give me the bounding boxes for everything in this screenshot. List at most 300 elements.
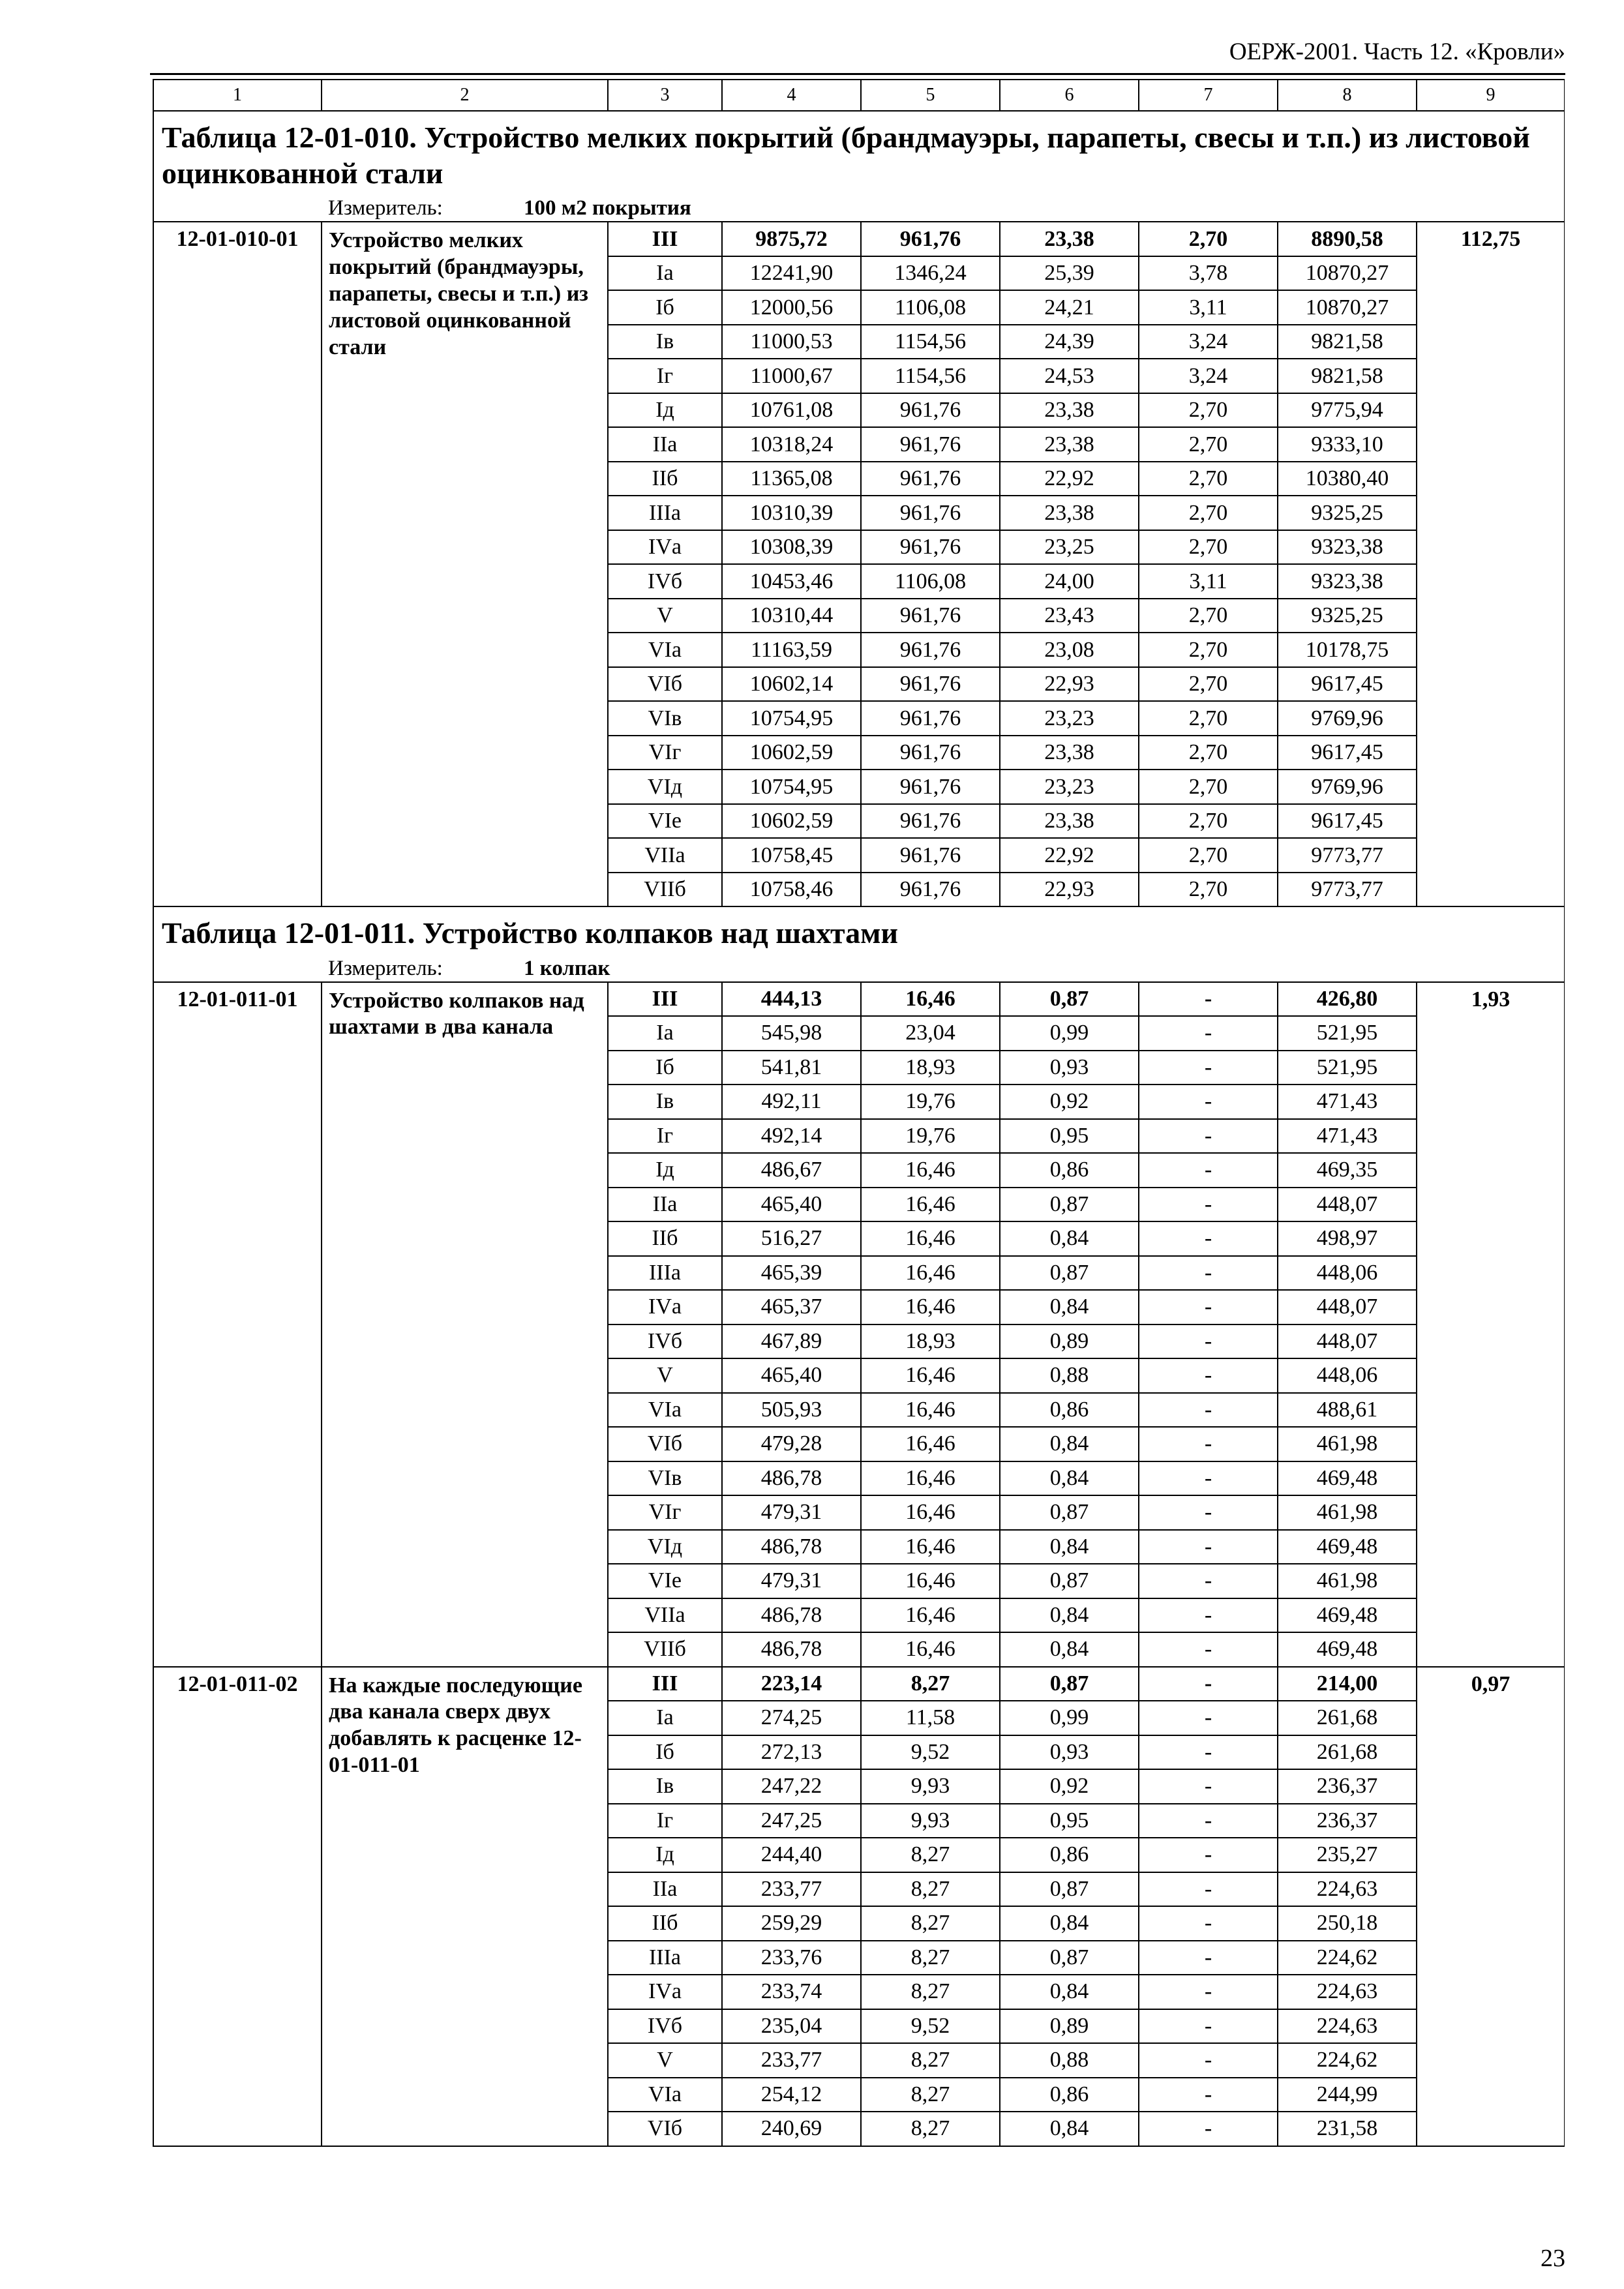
value-cell: 479,31 bbox=[722, 1495, 861, 1530]
value-cell: 9,93 bbox=[861, 1769, 1000, 1804]
value-cell: 2,70 bbox=[1139, 633, 1278, 667]
value-cell: 486,78 bbox=[722, 1461, 861, 1496]
value-cell: 0,87 bbox=[1000, 1256, 1139, 1291]
measure-value: 100 м2 покрытия bbox=[524, 196, 691, 220]
value-cell: 12000,56 bbox=[722, 290, 861, 325]
measure-line bbox=[162, 955, 1557, 981]
value-cell: 224,63 bbox=[1278, 1975, 1417, 2009]
value-cell: 0,93 bbox=[1000, 1051, 1139, 1085]
zone-cell: IIа bbox=[608, 1872, 722, 1907]
value-cell: 23,23 bbox=[1000, 701, 1139, 736]
zone-cell: IVа bbox=[608, 530, 722, 565]
value-cell: 10870,27 bbox=[1278, 290, 1417, 325]
value-cell: - bbox=[1139, 1221, 1278, 1256]
value-cell: 467,89 bbox=[722, 1324, 861, 1359]
page-number: 23 bbox=[1541, 2245, 1565, 2272]
value-cell: 0,87 bbox=[1000, 982, 1139, 1017]
zone-cell: IIб bbox=[608, 1906, 722, 1941]
labor-cost: 0,97 bbox=[1417, 1667, 1565, 2146]
value-cell: 0,95 bbox=[1000, 1804, 1139, 1838]
value-cell: - bbox=[1139, 1358, 1278, 1393]
value-cell: 961,76 bbox=[861, 838, 1000, 873]
column-number: 9 bbox=[1417, 80, 1565, 111]
value-cell: 0,84 bbox=[1000, 1632, 1139, 1667]
value-cell: 16,46 bbox=[861, 1221, 1000, 1256]
value-cell: 8,27 bbox=[861, 1838, 1000, 1872]
value-cell: 16,46 bbox=[861, 1290, 1000, 1324]
column-number: 5 bbox=[861, 80, 1000, 111]
value-cell: 0,84 bbox=[1000, 1290, 1139, 1324]
table-title: Таблица 12-01-010. Устройство мелких покрытий (брандмауэры, парапеты, свесы и т.п.) из листовой оцинкованной стали bbox=[162, 121, 1530, 190]
value-cell: 9,93 bbox=[861, 1804, 1000, 1838]
value-cell: 272,13 bbox=[722, 1735, 861, 1770]
value-cell: 521,95 bbox=[1278, 1051, 1417, 1085]
value-cell: - bbox=[1139, 1769, 1278, 1804]
value-cell: 486,78 bbox=[722, 1632, 861, 1667]
value-cell: - bbox=[1139, 1941, 1278, 1975]
value-cell: 11000,67 bbox=[722, 359, 861, 393]
value-cell: 2,70 bbox=[1139, 873, 1278, 907]
value-cell: 3,11 bbox=[1139, 564, 1278, 599]
value-cell: 961,76 bbox=[861, 462, 1000, 496]
value-cell: 0,87 bbox=[1000, 1188, 1139, 1222]
zone-cell: III bbox=[608, 222, 722, 256]
value-cell: 9323,38 bbox=[1278, 564, 1417, 599]
rate-description: Устройство колпаков над шахтами в два канала bbox=[322, 982, 608, 1667]
zone-cell: VIе bbox=[608, 1564, 722, 1598]
value-cell: 16,46 bbox=[861, 1632, 1000, 1667]
value-cell: 479,28 bbox=[722, 1427, 861, 1461]
value-cell: - bbox=[1139, 1256, 1278, 1291]
value-cell: 9875,72 bbox=[722, 222, 861, 256]
zone-cell: VIд bbox=[608, 1530, 722, 1564]
value-cell: 465,40 bbox=[722, 1358, 861, 1393]
value-cell: 12241,90 bbox=[722, 256, 861, 291]
value-cell: 9333,10 bbox=[1278, 427, 1417, 462]
column-number: 2 bbox=[322, 80, 608, 111]
value-cell: 25,39 bbox=[1000, 256, 1139, 291]
rate-description: На каждые последующие два канала сверх двух добавлять к расценке 12-01-011-01 bbox=[322, 1667, 608, 2146]
column-number: 8 bbox=[1278, 80, 1417, 111]
value-cell: 9769,96 bbox=[1278, 701, 1417, 736]
value-cell: 233,74 bbox=[722, 1975, 861, 2009]
value-cell: 426,80 bbox=[1278, 982, 1417, 1017]
value-cell: 16,46 bbox=[861, 1427, 1000, 1461]
value-cell: 23,38 bbox=[1000, 736, 1139, 770]
value-cell: 9325,25 bbox=[1278, 599, 1417, 633]
table-title-cell bbox=[153, 906, 1565, 981]
value-cell: 223,14 bbox=[722, 1667, 861, 1701]
value-cell: 224,63 bbox=[1278, 1872, 1417, 1907]
value-cell: 261,68 bbox=[1278, 1701, 1417, 1735]
value-cell: - bbox=[1139, 1153, 1278, 1188]
value-cell: 2,70 bbox=[1139, 496, 1278, 530]
value-cell: - bbox=[1139, 2078, 1278, 2112]
value-cell: 961,76 bbox=[861, 633, 1000, 667]
value-cell: - bbox=[1139, 1324, 1278, 1359]
value-cell: 8,27 bbox=[861, 2043, 1000, 2078]
value-cell: 23,25 bbox=[1000, 530, 1139, 565]
value-cell: - bbox=[1139, 1735, 1278, 1770]
value-cell: 9821,58 bbox=[1278, 359, 1417, 393]
value-cell: 471,43 bbox=[1278, 1119, 1417, 1154]
value-cell: 469,48 bbox=[1278, 1461, 1417, 1496]
value-cell: 961,76 bbox=[861, 222, 1000, 256]
value-cell: 3,24 bbox=[1139, 359, 1278, 393]
labor-cost: 1,93 bbox=[1417, 982, 1565, 1667]
zone-cell: VIе bbox=[608, 804, 722, 839]
zone-cell: Iг bbox=[608, 359, 722, 393]
value-cell: - bbox=[1139, 1427, 1278, 1461]
value-cell: 16,46 bbox=[861, 1256, 1000, 1291]
value-cell: 2,70 bbox=[1139, 393, 1278, 428]
value-cell: - bbox=[1139, 1119, 1278, 1154]
value-cell: 16,46 bbox=[861, 1598, 1000, 1633]
value-cell: 465,40 bbox=[722, 1188, 861, 1222]
value-cell: 0,89 bbox=[1000, 2009, 1139, 2044]
value-cell: 274,25 bbox=[722, 1701, 861, 1735]
value-cell: 961,76 bbox=[861, 770, 1000, 804]
value-cell: 486,78 bbox=[722, 1598, 861, 1633]
value-cell: 0,88 bbox=[1000, 1358, 1139, 1393]
value-cell: 10178,75 bbox=[1278, 633, 1417, 667]
value-cell: 3,11 bbox=[1139, 290, 1278, 325]
zone-cell: Iб bbox=[608, 290, 722, 325]
value-cell: 23,38 bbox=[1000, 804, 1139, 839]
value-cell: 469,48 bbox=[1278, 1632, 1417, 1667]
value-cell: 18,93 bbox=[861, 1051, 1000, 1085]
zone-cell: VIг bbox=[608, 736, 722, 770]
value-cell: 23,38 bbox=[1000, 496, 1139, 530]
value-cell: 16,46 bbox=[861, 1461, 1000, 1496]
value-cell: 469,48 bbox=[1278, 1598, 1417, 1633]
value-cell: 224,63 bbox=[1278, 2009, 1417, 2044]
value-cell: - bbox=[1139, 1051, 1278, 1085]
value-cell: 23,23 bbox=[1000, 770, 1139, 804]
value-cell: 261,68 bbox=[1278, 1735, 1417, 1770]
value-cell: 2,70 bbox=[1139, 222, 1278, 256]
zone-cell: III bbox=[608, 1667, 722, 1701]
value-cell: 961,76 bbox=[861, 599, 1000, 633]
value-cell: 461,98 bbox=[1278, 1427, 1417, 1461]
value-cell: 9617,45 bbox=[1278, 804, 1417, 839]
value-cell: 492,11 bbox=[722, 1085, 861, 1119]
value-cell: 1154,56 bbox=[861, 325, 1000, 359]
table-row bbox=[153, 982, 1565, 1017]
zone-cell: IVа bbox=[608, 1290, 722, 1324]
value-cell: 2,70 bbox=[1139, 770, 1278, 804]
value-cell: 961,76 bbox=[861, 873, 1000, 907]
value-cell: 2,70 bbox=[1139, 427, 1278, 462]
value-cell: 22,93 bbox=[1000, 873, 1139, 907]
value-cell: 9,52 bbox=[861, 1735, 1000, 1770]
value-cell: 461,98 bbox=[1278, 1564, 1417, 1598]
value-cell: - bbox=[1139, 1085, 1278, 1119]
value-cell: 479,31 bbox=[722, 1564, 861, 1598]
rate-description: Устройство мелких покрытий (брандмауэры, парапеты, свесы и т.п.) из листовой оцинкованной стали bbox=[322, 222, 608, 906]
value-cell: 9325,25 bbox=[1278, 496, 1417, 530]
zone-cell: Iа bbox=[608, 1701, 722, 1735]
value-cell: 505,93 bbox=[722, 1393, 861, 1428]
value-cell: - bbox=[1139, 1632, 1278, 1667]
value-cell: 961,76 bbox=[861, 530, 1000, 565]
zone-cell: IVб bbox=[608, 564, 722, 599]
value-cell: 0,92 bbox=[1000, 1085, 1139, 1119]
value-cell: 0,84 bbox=[1000, 1906, 1139, 1941]
value-cell: 2,70 bbox=[1139, 599, 1278, 633]
value-cell: 521,95 bbox=[1278, 1016, 1417, 1051]
value-cell: 247,22 bbox=[722, 1769, 861, 1804]
value-cell: 8,27 bbox=[861, 1941, 1000, 1975]
value-cell: 259,29 bbox=[722, 1906, 861, 1941]
value-cell: 233,76 bbox=[722, 1941, 861, 1975]
value-cell: 0,99 bbox=[1000, 1701, 1139, 1735]
value-cell: 8,27 bbox=[861, 1906, 1000, 1941]
value-cell: 492,14 bbox=[722, 1119, 861, 1154]
value-cell: 961,76 bbox=[861, 736, 1000, 770]
zone-cell: V bbox=[608, 2043, 722, 2078]
zone-cell: VIIа bbox=[608, 838, 722, 873]
value-cell: 236,37 bbox=[1278, 1804, 1417, 1838]
zone-cell: IIа bbox=[608, 427, 722, 462]
value-cell: 18,93 bbox=[861, 1324, 1000, 1359]
zone-cell: VIг bbox=[608, 1495, 722, 1530]
value-cell: 236,37 bbox=[1278, 1769, 1417, 1804]
value-cell: 11000,53 bbox=[722, 325, 861, 359]
value-cell: 250,18 bbox=[1278, 1906, 1417, 1941]
zone-cell: Iг bbox=[608, 1119, 722, 1154]
value-cell: 10761,08 bbox=[722, 393, 861, 428]
column-number: 1 bbox=[153, 80, 322, 111]
value-cell: 23,38 bbox=[1000, 393, 1139, 428]
value-cell: 0,84 bbox=[1000, 1461, 1139, 1496]
zone-cell: Iа bbox=[608, 256, 722, 291]
value-cell: 1154,56 bbox=[861, 359, 1000, 393]
table-title-row bbox=[153, 111, 1565, 222]
value-cell: 448,06 bbox=[1278, 1256, 1417, 1291]
value-cell: 0,93 bbox=[1000, 1735, 1139, 1770]
value-cell: 0,88 bbox=[1000, 2043, 1139, 2078]
value-cell: 2,70 bbox=[1139, 530, 1278, 565]
value-cell: 498,97 bbox=[1278, 1221, 1417, 1256]
measure-label: Измеритель: bbox=[328, 956, 443, 980]
value-cell: 3,24 bbox=[1139, 325, 1278, 359]
value-cell: 16,46 bbox=[861, 1153, 1000, 1188]
zone-cell: IVб bbox=[608, 2009, 722, 2044]
value-cell: 244,99 bbox=[1278, 2078, 1417, 2112]
zone-cell: VIв bbox=[608, 701, 722, 736]
value-cell: 0,84 bbox=[1000, 1221, 1139, 1256]
value-cell: 16,46 bbox=[861, 1564, 1000, 1598]
value-cell: - bbox=[1139, 1530, 1278, 1564]
value-cell: 448,06 bbox=[1278, 1358, 1417, 1393]
zone-cell: VIа bbox=[608, 1393, 722, 1428]
value-cell: 8890,58 bbox=[1278, 222, 1417, 256]
value-cell: 244,40 bbox=[722, 1838, 861, 1872]
zone-cell: VIв bbox=[608, 1461, 722, 1496]
measure-label: Измеритель: bbox=[328, 196, 443, 220]
value-cell: 231,58 bbox=[1278, 2112, 1417, 2146]
value-cell: 9617,45 bbox=[1278, 736, 1417, 770]
rate-code: 12-01-010-01 bbox=[153, 222, 322, 906]
table-row bbox=[153, 222, 1565, 256]
value-cell: - bbox=[1139, 1975, 1278, 2009]
value-cell: 448,07 bbox=[1278, 1188, 1417, 1222]
value-cell: - bbox=[1139, 2112, 1278, 2146]
value-cell: 8,27 bbox=[861, 2078, 1000, 2112]
value-cell: 0,95 bbox=[1000, 1119, 1139, 1154]
zone-cell: VIа bbox=[608, 633, 722, 667]
value-cell: 2,70 bbox=[1139, 838, 1278, 873]
value-cell: 10308,39 bbox=[722, 530, 861, 565]
zone-cell: Iв bbox=[608, 1769, 722, 1804]
zone-cell: IIIа bbox=[608, 1941, 722, 1975]
value-cell: 0,87 bbox=[1000, 1564, 1139, 1598]
value-cell: 2,70 bbox=[1139, 804, 1278, 839]
column-number: 4 bbox=[722, 80, 861, 111]
value-cell: 10310,39 bbox=[722, 496, 861, 530]
value-cell: 9323,38 bbox=[1278, 530, 1417, 565]
value-cell: 2,70 bbox=[1139, 462, 1278, 496]
value-cell: 961,76 bbox=[861, 804, 1000, 839]
zone-cell: IIб bbox=[608, 1221, 722, 1256]
value-cell: 0,84 bbox=[1000, 1598, 1139, 1633]
value-cell: 545,98 bbox=[722, 1016, 861, 1051]
value-cell: 0,86 bbox=[1000, 1393, 1139, 1428]
value-cell: - bbox=[1139, 1667, 1278, 1701]
zone-cell: Iд bbox=[608, 1153, 722, 1188]
value-cell: - bbox=[1139, 1906, 1278, 1941]
value-cell: - bbox=[1139, 2043, 1278, 2078]
value-cell: 471,43 bbox=[1278, 1085, 1417, 1119]
column-number: 3 bbox=[608, 80, 722, 111]
value-cell: - bbox=[1139, 1495, 1278, 1530]
value-cell: 0,89 bbox=[1000, 1324, 1139, 1359]
value-cell: 0,84 bbox=[1000, 2112, 1139, 2146]
value-cell: 24,39 bbox=[1000, 325, 1139, 359]
zone-cell: Iа bbox=[608, 1016, 722, 1051]
value-cell: 0,92 bbox=[1000, 1769, 1139, 1804]
value-cell: 23,08 bbox=[1000, 633, 1139, 667]
value-cell: 0,86 bbox=[1000, 1838, 1139, 1872]
value-cell: 11365,08 bbox=[722, 462, 861, 496]
value-cell: 23,38 bbox=[1000, 427, 1139, 462]
value-cell: 486,78 bbox=[722, 1530, 861, 1564]
value-cell: 224,62 bbox=[1278, 2043, 1417, 2078]
value-cell: 233,77 bbox=[722, 2043, 861, 2078]
running-header: ОЕРЖ-2001. Часть 12. «Кровли» bbox=[1229, 38, 1565, 65]
value-cell: - bbox=[1139, 1564, 1278, 1598]
value-cell: 541,81 bbox=[722, 1051, 861, 1085]
value-cell: 16,46 bbox=[861, 1188, 1000, 1222]
value-cell: 10758,46 bbox=[722, 873, 861, 907]
value-cell: - bbox=[1139, 1701, 1278, 1735]
value-cell: 465,39 bbox=[722, 1256, 861, 1291]
value-cell: - bbox=[1139, 1804, 1278, 1838]
value-cell: 961,76 bbox=[861, 701, 1000, 736]
zone-cell: Iв bbox=[608, 1085, 722, 1119]
value-cell: 961,76 bbox=[861, 393, 1000, 428]
value-cell: 22,92 bbox=[1000, 838, 1139, 873]
column-number: 6 bbox=[1000, 80, 1139, 111]
value-cell: 11,58 bbox=[861, 1701, 1000, 1735]
value-cell: 224,62 bbox=[1278, 1941, 1417, 1975]
value-cell: 23,04 bbox=[861, 1016, 1000, 1051]
value-cell: 254,12 bbox=[722, 2078, 861, 2112]
value-cell: - bbox=[1139, 2009, 1278, 2044]
value-cell: 10602,14 bbox=[722, 667, 861, 702]
zone-cell: Iд bbox=[608, 393, 722, 428]
value-cell: 486,67 bbox=[722, 1153, 861, 1188]
value-cell: 516,27 bbox=[722, 1221, 861, 1256]
zone-cell: VIд bbox=[608, 770, 722, 804]
value-cell: 1106,08 bbox=[861, 290, 1000, 325]
zone-cell: IIб bbox=[608, 462, 722, 496]
value-cell: 11163,59 bbox=[722, 633, 861, 667]
value-cell: 22,93 bbox=[1000, 667, 1139, 702]
header-rule bbox=[150, 73, 1565, 75]
value-cell: 1346,24 bbox=[861, 256, 1000, 291]
column-number-row bbox=[153, 80, 1565, 111]
value-cell: 235,27 bbox=[1278, 1838, 1417, 1872]
value-cell: 8,27 bbox=[861, 2112, 1000, 2146]
value-cell: 8,27 bbox=[861, 1975, 1000, 2009]
measure-value: 1 колпак bbox=[524, 956, 610, 980]
value-cell: 1106,08 bbox=[861, 564, 1000, 599]
value-cell: 0,87 bbox=[1000, 1495, 1139, 1530]
table-title: Таблица 12-01-011. Устройство колпаков над шахтами bbox=[162, 916, 898, 950]
value-cell: 0,86 bbox=[1000, 1153, 1139, 1188]
value-cell: - bbox=[1139, 1872, 1278, 1907]
value-cell: 24,53 bbox=[1000, 359, 1139, 393]
rate-code: 12-01-011-01 bbox=[153, 982, 322, 1667]
value-cell: - bbox=[1139, 982, 1278, 1017]
value-cell: 488,61 bbox=[1278, 1393, 1417, 1428]
zone-cell: IVа bbox=[608, 1975, 722, 2009]
value-cell: - bbox=[1139, 1188, 1278, 1222]
value-cell: 247,25 bbox=[722, 1804, 861, 1838]
column-number: 7 bbox=[1139, 80, 1278, 111]
value-cell: - bbox=[1139, 1838, 1278, 1872]
value-cell: 2,70 bbox=[1139, 701, 1278, 736]
value-cell: 469,48 bbox=[1278, 1530, 1417, 1564]
value-cell: 233,77 bbox=[722, 1872, 861, 1907]
value-cell: 9821,58 bbox=[1278, 325, 1417, 359]
value-cell: 9773,77 bbox=[1278, 873, 1417, 907]
zone-cell: V bbox=[608, 599, 722, 633]
value-cell: 16,46 bbox=[861, 1393, 1000, 1428]
value-cell: 24,00 bbox=[1000, 564, 1139, 599]
zone-cell: IIIа bbox=[608, 1256, 722, 1291]
value-cell: 19,76 bbox=[861, 1085, 1000, 1119]
value-cell: 0,87 bbox=[1000, 1667, 1139, 1701]
value-cell: 9775,94 bbox=[1278, 393, 1417, 428]
value-cell: - bbox=[1139, 1393, 1278, 1428]
zone-cell: VIб bbox=[608, 1427, 722, 1461]
value-cell: 235,04 bbox=[722, 2009, 861, 2044]
zone-cell: IVб bbox=[608, 1324, 722, 1359]
price-table-container bbox=[153, 79, 1565, 2228]
value-cell: 461,98 bbox=[1278, 1495, 1417, 1530]
measure-line bbox=[162, 195, 1557, 221]
value-cell: 2,70 bbox=[1139, 736, 1278, 770]
zone-cell: VIIб bbox=[608, 873, 722, 907]
value-cell: 10380,40 bbox=[1278, 462, 1417, 496]
zone-cell: V bbox=[608, 1358, 722, 1393]
value-cell: 8,27 bbox=[861, 1872, 1000, 1907]
value-cell: 10318,24 bbox=[722, 427, 861, 462]
zone-cell: Iд bbox=[608, 1838, 722, 1872]
